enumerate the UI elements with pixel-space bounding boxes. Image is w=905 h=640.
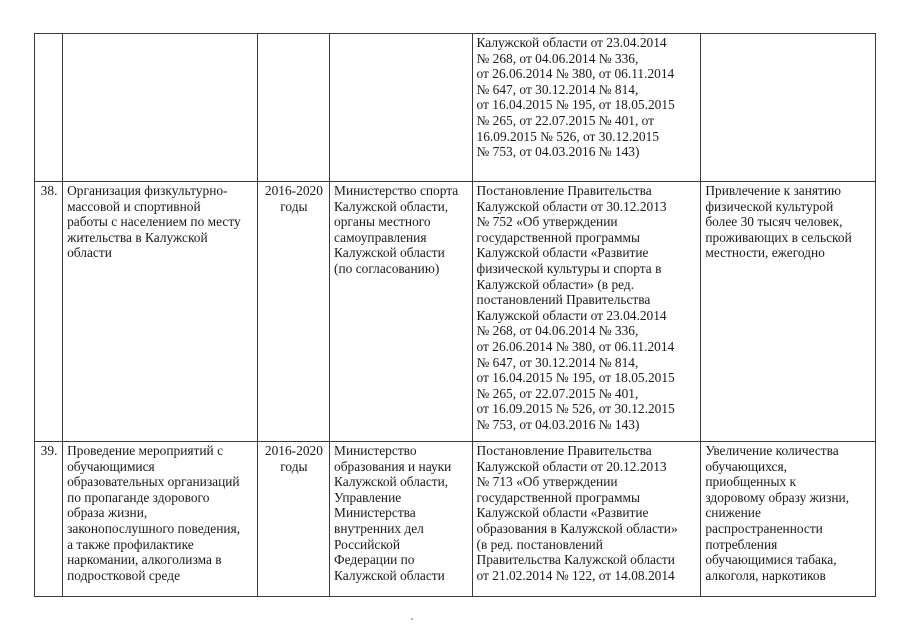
measure-name-cell (63, 182, 258, 442)
measures-table (34, 33, 876, 597)
legal-basis: Калужской области от 23.04.2014 № 268, от 04.06.2014 № 336, от 26.06.2014 № 380, от 06.11.2014 № 647, от 30.12.2014 № 814, от 16.04.2015 № 195, от 18.05.2015 № 265, от 22.07.2015 № 401, от 16.09.2015 № 526, от 30.12.2015 № 753, от 04.03.2016 № 143) (476, 35, 675, 160)
scan-speck (411, 618, 413, 620)
expected-result: Привлечение к занятию физической культурой более 30 тысяч человек, проживающих в сельской местности, ежегодно (705, 183, 852, 261)
period: 2016-2020 годы (264, 183, 323, 214)
legal-basis: Постановление Правительства Калужской области от 20.12.2013 № 713 «Об утверждении государственной программы Калужской области «Развитие образования в Калужской области» (в ред. постановлений Правительства Калужской области от 21.02.2014 № 122, от 14.08.2014 (476, 443, 678, 583)
measure-name: Проведение мероприятий с обучающимися образовательных организаций по пропаганде здорового образа жизни, законопослушного поведения, а также профилактике наркомании, алкоголизма в подростковой среде (67, 443, 241, 583)
period-cell (257, 34, 329, 182)
period-cell (257, 182, 329, 442)
table-row (35, 34, 876, 182)
executor: Министерство образования и науки Калужской области, Управление Министерства внутренних дел Российской Федерации по Калужской области (334, 443, 452, 583)
row-number: 38. (40, 183, 58, 198)
table-row (35, 442, 876, 597)
measure-name: Организация физкультурно- массовой и спортивной работы с населением по месту жительства в Калужской области (67, 183, 241, 261)
measure-name-cell (63, 34, 258, 182)
expected-result-cell (701, 182, 876, 442)
legal-basis-cell (472, 182, 701, 442)
executor-cell (330, 442, 473, 597)
row-number-cell (35, 182, 63, 442)
expected-result: Увеличение количества обучающихся, приобщенных к здоровому образу жизни, снижение распространенности потребления обучающимися табака, алкоголя, наркотиков (705, 443, 850, 583)
executor-cell (330, 182, 473, 442)
row-number: 39. (40, 443, 58, 458)
period: 2016-2020 годы (264, 443, 323, 474)
period-cell (257, 442, 329, 597)
executor-cell (330, 34, 473, 182)
executor: Министерство спорта Калужской области, органы местного самоуправления Калужской области (по согласованию) (334, 183, 459, 276)
measure-name-cell (63, 442, 258, 597)
legal-basis: Постановление Правительства Калужской области от 30.12.2013 № 752 «Об утверждении государственной программы Калужской области «Развитие физической культуры и спорта в Калужской области» (в ред. постановлений Правительства Калужской области от 23.04.2014 № 268, от 04.06.2014 № 336, от 26.06.2014 № 380, от 06.11.2014 № 647, от 30.12.2014 № 814, от 16.04.2015 № 195, от 18.05.2015 № 265, от 22.07.2015 № 401, от 16.09.2015 № 526, от 30.12.2015 № 753, от 04.03.2016 № 143) (476, 183, 675, 432)
expected-result-cell (701, 442, 876, 597)
expected-result-cell (701, 34, 876, 182)
legal-basis-cell (472, 442, 701, 597)
row-number-cell (35, 34, 63, 182)
table-row (35, 182, 876, 442)
row-number-cell (35, 442, 63, 597)
legal-basis-cell (472, 34, 701, 182)
